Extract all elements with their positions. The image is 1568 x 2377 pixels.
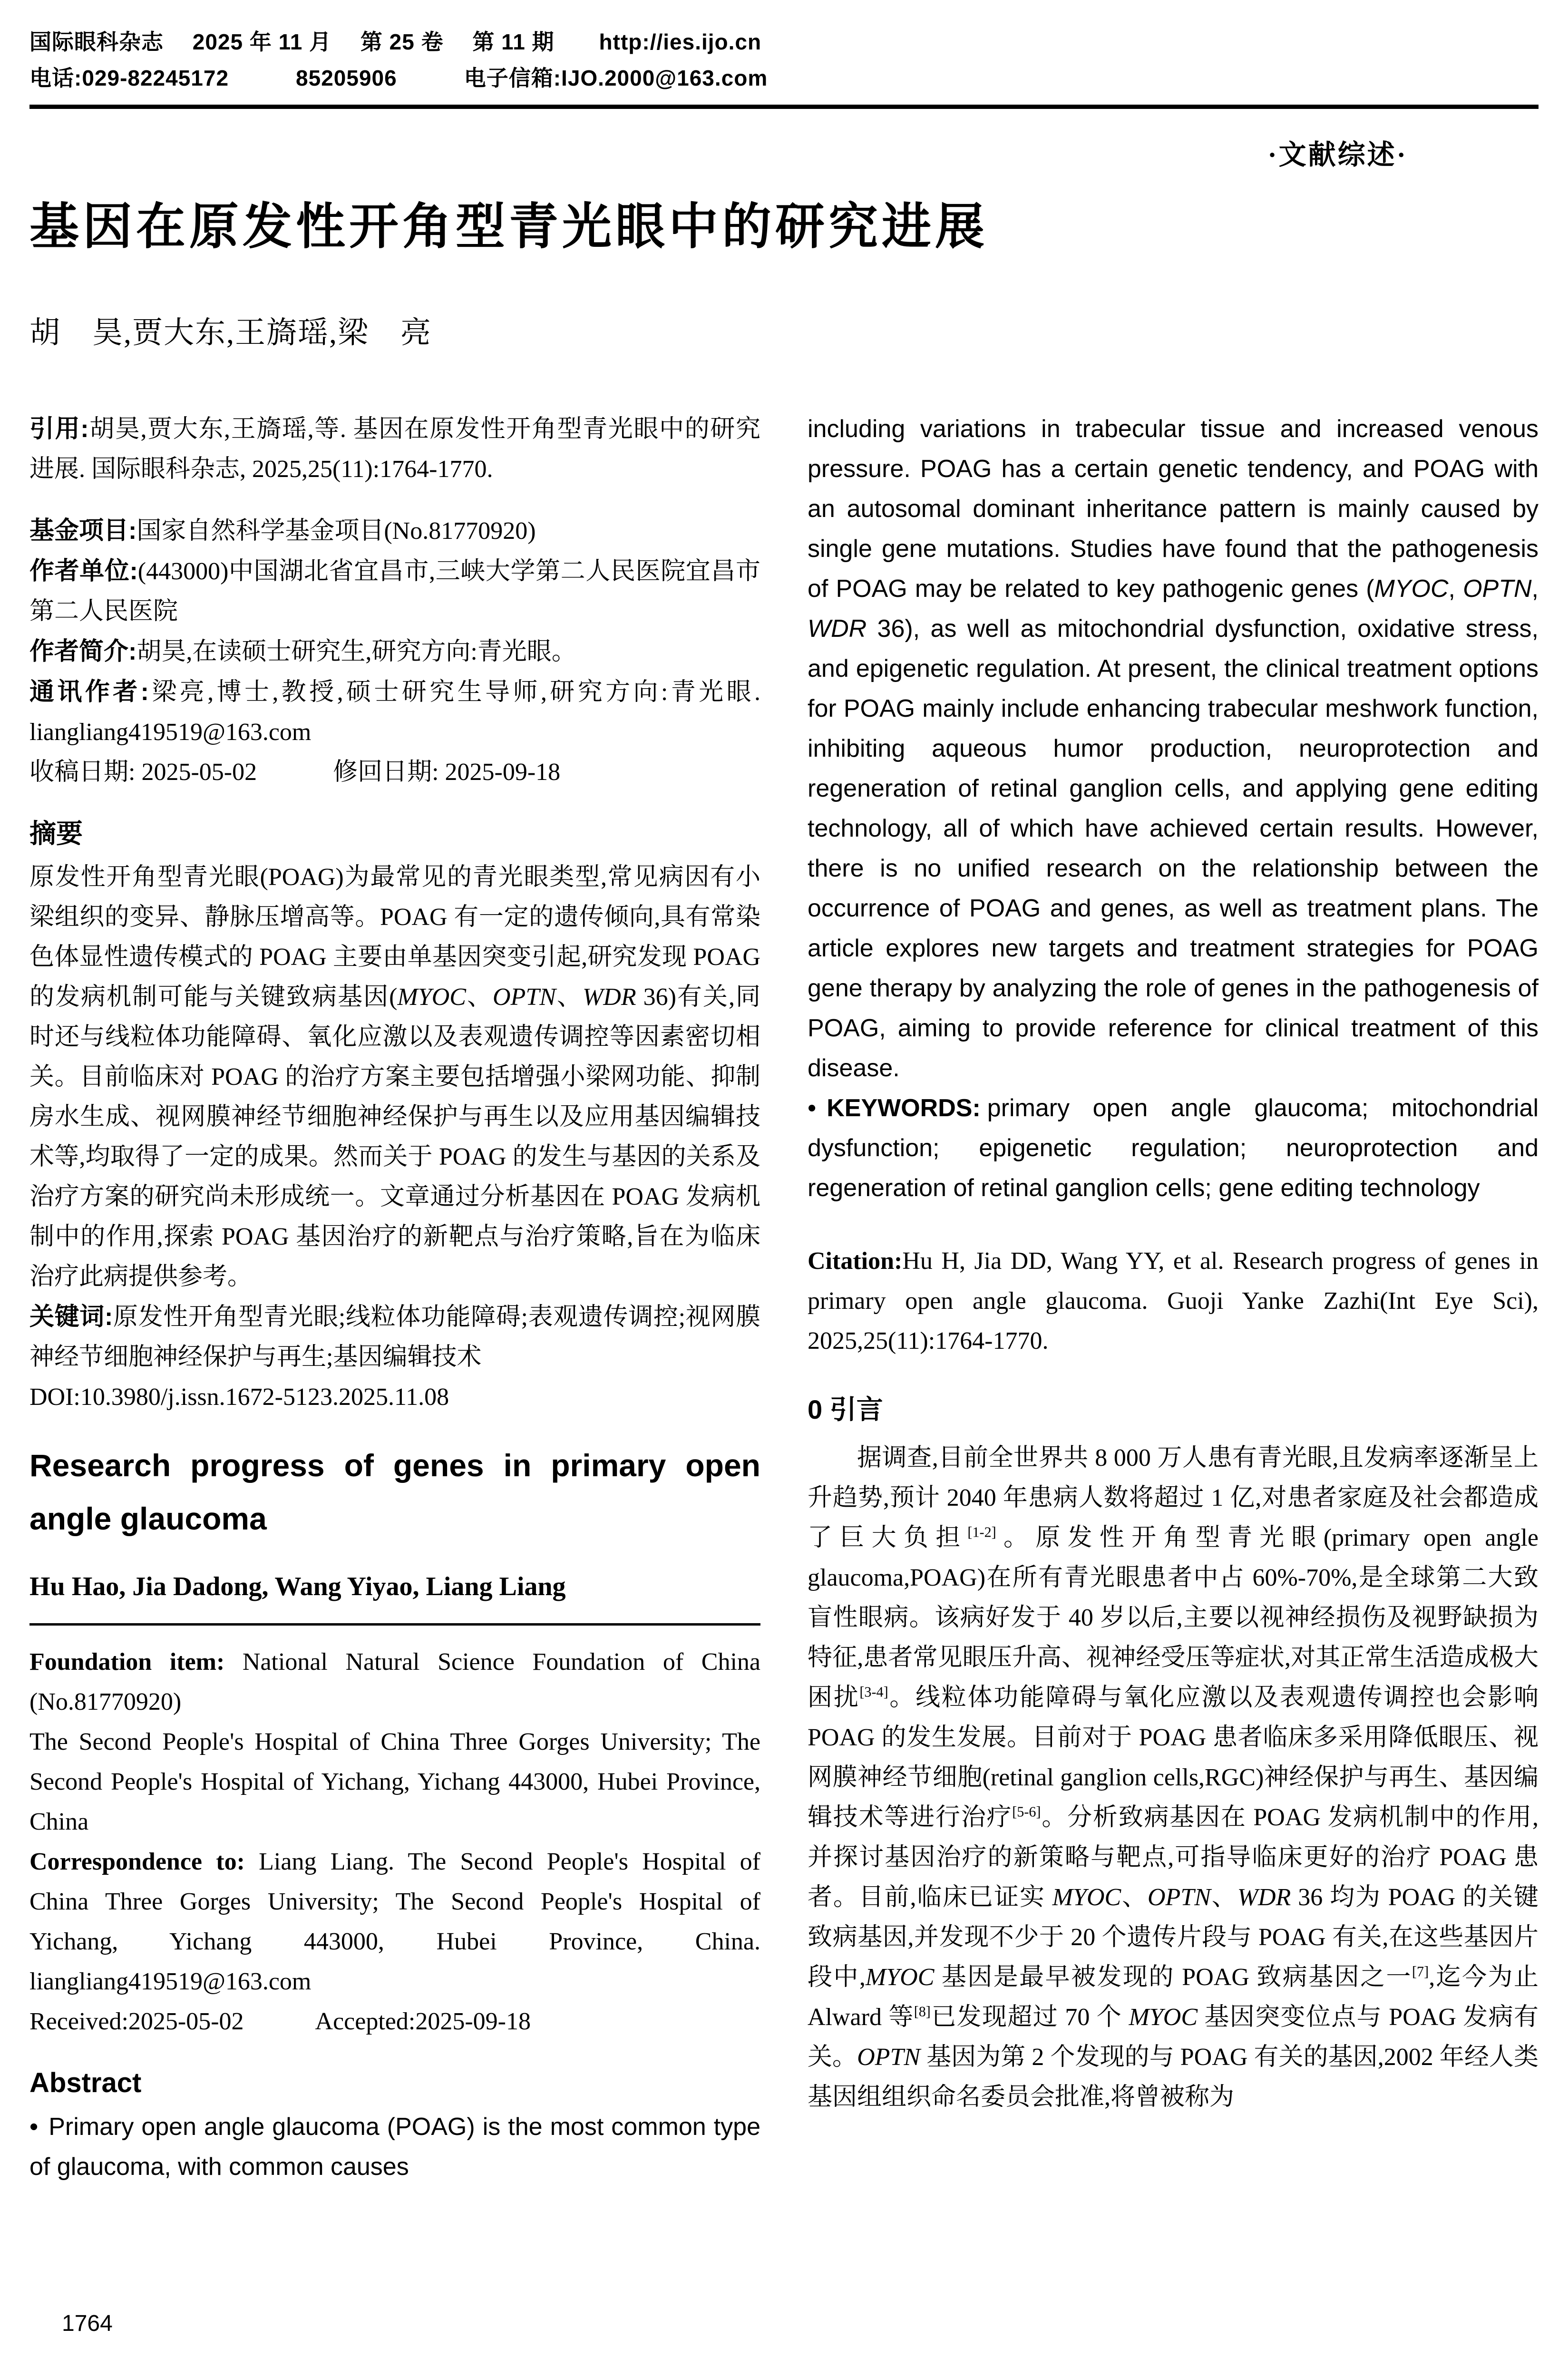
left-column: [29, 409, 760, 2187]
citation-en-label: Citation:: [808, 1247, 903, 1275]
received-cn-date: 2025-05-02: [141, 759, 257, 786]
author-bio-label: 作者简介:: [29, 638, 137, 665]
journal-masthead-line2: 电话:029-82245172 85205906 电子信箱:IJO.2000@163.com: [29, 66, 768, 90]
citation-cn: [29, 409, 760, 489]
received-cn-label: 收稿日期:: [29, 759, 136, 786]
fund-text: 国家自然科学基金项目(No.81770920): [136, 517, 536, 545]
keywords-en-text: primary open angle glaucoma; mitochondrial dysfunction; epigenetic regulation; neuroprotection and regeneration of retinal ganglion cells; gene editing technology: [808, 1094, 1539, 1202]
article-title-en: Research progress of genes in primary open angle glaucoma: [29, 1448, 760, 1536]
section-rule: [29, 1623, 760, 1626]
intro-paragraph: 据调查,目前全世界共 8 000 万人患有青光眼,且发病率逐渐呈上升趋势,预计 2040 年患病人数将超过 1 亿,对患者家庭及社会都造成了巨大负担[1-2]。原发性开角型青光眼(primary open angle glaucoma,POAG)在所有青光眼患者中占 60%-70%,是全球第二大致盲性眼病。该病好发于 40 岁以后,主要以视神经损伤及视野缺损为特征,患者常见眼压升高、视神经受压等症状,对其正常生活造成极大困扰[3-4]。线粒体功能障碍与氧化应激以及表观遗传调控也会影响 POAG 的发生发展。目前对于 POAG 患者临床多采用降低眼压、视网膜神经节细胞(retinal ganglion cells,RGC)神经保护与再生、基因编辑技术等进行治疗[5-6]。分析致病基因在 POAG 发病机制中的作用,并探讨基因治疗的新策略与靶点,可指导临床更好的治疗 POAG 患者。目前,临床已证实 MYOC、OPTN、WDR 36 均为 POAG 的关键致病基因,并发现不少于 20 个遗传片段与 POAG 有关,在这些基因片段中,MYOC 基因是最早被发现的 POAG 致病基因之一[7],迄今为止 Alward 等[8]已发现超过 70 个 MYOC 基因突变位点与 POAG 发病有关。OPTN 基因为第 2 个发现的与 POAG 有关的基因,2002 年经人类基因组组织命名委员会批准,将曾被称为: [808, 1444, 1539, 2111]
article-type-badge: ·文献综述·: [1267, 139, 1408, 170]
foundation-item-en: [29, 1642, 760, 1722]
correspondence-label-en: Correspondence to:: [29, 1848, 245, 1875]
correspondence-cn-text: 梁亮,博士,教授,硕士研究生导师,研究方向:青光眼. liangliang419519@163.com: [29, 679, 760, 746]
abstract-cn-text: 原发性开角型青光眼(POAG)为最常见的青光眼类型,常见病因有小梁组织的变异、静脉压增高等。POAG 有一定的遗传倾向,具有常染色体显性遗传模式的 POAG 主要由单基因突变引起,研究发现 POAG 的发病机制可能与关键致病基因(MYOC、OPTN、WDR 36)有关,同时还与线粒体功能障碍、氧化应激以及表观遗传调控等因素密切相关。目前临床对 POAG 的治疗方案主要包括增强小梁网功能、抑制房水生成、视网膜神经节细胞神经保护与再生以及应用基因编辑技术等,均取得了一定的成果。然而关于 POAG 的发生与基因的关系及治疗方案的研究尚未形成统一。文章通过分析基因在 POAG 发病机制中的作用,探索 POAG 基因治疗的新靶点与治疗策略,旨在为临床治疗此病提供参考。: [29, 864, 760, 1290]
doi-line: DOI:10.3980/j.issn.1672-5123.2025.11.08: [29, 1383, 449, 1411]
bullet-icon: •: [808, 1094, 817, 1122]
fund-item: [29, 511, 760, 551]
abstract-en-heading: Abstract: [29, 2067, 142, 2098]
revised-cn-date: 2025-09-18: [445, 759, 561, 786]
affiliation-en: The Second People's Hospital of China Three Gorges University; The Second People's Hospital of Yichang, Yichang 443000, Hubei Province, China: [29, 1728, 760, 1835]
correspondence-cn: [29, 672, 760, 752]
author-bio-text: 胡昊,在读硕士研究生,研究方向:青光眼。: [136, 638, 576, 665]
affiliation-cn-label: 作者单位:: [29, 557, 138, 585]
dates-en: [29, 2002, 760, 2042]
author-bio: [29, 632, 760, 672]
received-en-label: Received:: [29, 2008, 128, 2035]
header-rule: [29, 105, 1539, 109]
accepted-en-label: Accepted:: [315, 2008, 416, 2035]
keywords-cn-label: 关键词:: [29, 1303, 113, 1331]
intro-heading: 0 引言: [808, 1394, 883, 1424]
authors-cn: 胡 昊,贾大东,王旖瑶,梁 亮: [29, 316, 432, 350]
correspondence-en: [29, 1842, 760, 2002]
citation-cn-text: 胡昊,贾大东,王旖瑶,等. 基因在原发性开角型青光眼中的研究进展. 国际眼科杂志, 2025,25(11):1764-1770.: [29, 416, 760, 483]
citation-cn-label: 引用:: [29, 415, 89, 443]
right-column: [808, 409, 1539, 2117]
affiliation-cn-text: (443000)中国湖北省宜昌市,三峡大学第二人民医院宜昌市第二人民医院: [29, 558, 760, 625]
page-number: 1764: [62, 2311, 113, 2336]
keywords-en: [808, 1088, 1539, 1208]
abstract-en-start-text: Primary open angle glaucoma (POAG) is the most common type of glaucoma, with common causes: [29, 2113, 760, 2181]
article-title-cn: 基因在原发性开角型青光眼中的研究进展: [29, 199, 989, 254]
accepted-en-date: 2025-09-18: [415, 2008, 531, 2035]
keywords-en-label: KEYWORDS:: [827, 1094, 981, 1122]
correspondence-cn-label: 通讯作者:: [29, 678, 149, 706]
citation-en: [808, 1241, 1539, 1361]
foundation-label-en: Foundation item:: [29, 1648, 225, 1676]
correspondence-text-en: Liang Liang. The Second People's Hospital of China Three Gorges University; The Second People's Hospital of Yichang, Yichang 443000, Hubei Province, China. liangliang419519@163.com: [29, 1848, 760, 1995]
keywords-cn-text: 原发性开角型青光眼;线粒体功能障碍;表观遗传调控;视网膜神经节细胞神经保护与再生;基因编辑技术: [29, 1304, 761, 1371]
dates-cn: [29, 752, 760, 792]
foundation-text-en: National Natural Science Foundation of China (No.81770920): [29, 1648, 761, 1715]
abstract-cn-heading: 摘要: [29, 818, 83, 848]
affiliation-cn: [29, 551, 760, 632]
bullet-icon: •: [29, 2113, 39, 2141]
fund-label: 基金项目:: [29, 517, 137, 545]
citation-en-text: Hu H, Jia DD, Wang YY, et al. Research progress of genes in primary open angle glaucoma. Guoji Yanke Zazhi(Int Eye Sci), 2025,25(11):1764-1770.: [808, 1247, 1539, 1354]
authors-en: Hu Hao, Jia Dadong, Wang Yiyao, Liang Liang: [29, 1572, 566, 1601]
journal-masthead-line1: 国际眼科杂志 2025 年 11 月 第 25 卷 第 11 期 http://ies.ijo.cn: [29, 29, 762, 54]
received-en-date: 2025-05-02: [128, 2008, 244, 2035]
abstract-en-start: [29, 2107, 760, 2187]
revised-cn-label: 修回日期:: [333, 759, 439, 786]
abstract-en-continuation: including variations in trabecular tissue and increased venous pressure. POAG has a certain genetic tendency, and POAG with an autosomal dominant inheritance pattern is mainly caused by single gene mutations. Studies have found that the pathogenesis of POAG may be related to key pathogenic genes (MYOC, OPTN, WDR 36), as well as mitochondrial dysfunction, oxidative stress, and epigenetic regulation. At present, the clinical treatment options for POAG mainly include enhancing trabecular meshwork function, inhibiting aqueous humor production, neuroprotection and regeneration of retinal ganglion cells, and applying gene editing technology, all of which have achieved certain results. However, there is no unified research on the relationship between the occurrence of POAG and genes, as well as treatment plans. The article explores new targets and treatment strategies for POAG gene therapy by analyzing the role of genes in the pathogenesis of POAG, aiming to provide reference for clinical treatment of this disease.: [808, 415, 1539, 1082]
keywords-cn: [29, 1297, 760, 1377]
